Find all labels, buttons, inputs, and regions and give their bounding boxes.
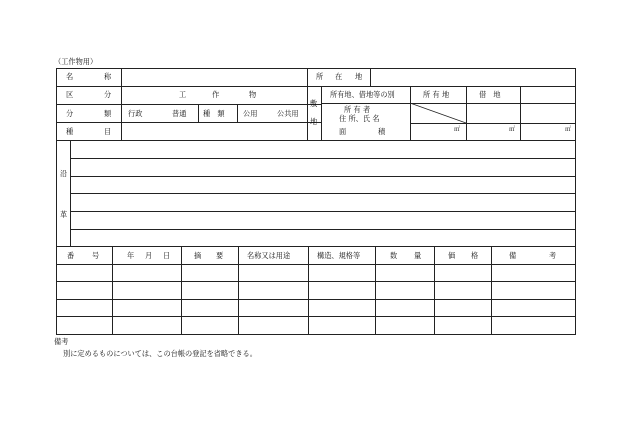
th-quantity-2: 量 xyxy=(414,251,422,260)
label-kousakubutsu-3: 物 xyxy=(249,90,257,99)
label-meishou-1: 名 xyxy=(66,72,74,81)
label-meishou-2: 称 xyxy=(104,72,112,81)
label-enkaku-1: 沿 xyxy=(60,169,68,178)
label-menseki-1: 面 xyxy=(339,127,347,136)
label-shozaichi-2: 在 xyxy=(335,72,343,81)
th-bangou-2: 号 xyxy=(92,251,100,260)
label-leased-land: 借 地 xyxy=(479,90,501,99)
label-gyousei: 行政 xyxy=(128,109,143,118)
label-futsuu: 普通 xyxy=(172,109,187,118)
label-kousakubutsu-2: 作 xyxy=(212,90,220,99)
note-title: 備考 xyxy=(54,337,69,346)
label-kouyou: 公用 xyxy=(243,109,258,118)
label-bunrui-2: 類 xyxy=(104,109,112,118)
label-koukyouyou: 公共用 xyxy=(277,109,299,118)
label-kubun-2: 分 xyxy=(104,90,112,99)
unit-m2-owned: ㎡ xyxy=(454,126,461,133)
unit-m2-leased: ㎡ xyxy=(509,126,516,133)
th-date-3: 日 xyxy=(163,251,171,260)
label-shozaichi-1: 所 xyxy=(316,72,324,81)
label-bunrui-1: 分 xyxy=(66,109,74,118)
label-menseki-2: 積 xyxy=(378,127,386,136)
label-shikichi-2: 地 xyxy=(310,117,318,126)
form-type-label: （工作物用） xyxy=(54,57,98,66)
label-enkaku-2: 革 xyxy=(60,210,68,219)
label-shozaichi-3: 地 xyxy=(355,72,363,81)
label-kubun-1: 区 xyxy=(66,90,74,99)
label-owner-address-name: 住 所、氏 名 xyxy=(339,114,380,123)
th-tekiyou-1: 摘 xyxy=(194,251,202,260)
th-remarks-2: 考 xyxy=(549,251,557,260)
label-shurui: 種 類 xyxy=(203,109,225,118)
label-owner: 所 有 者 xyxy=(344,105,371,114)
th-price-2: 格 xyxy=(471,251,479,260)
th-remarks-1: 備 xyxy=(509,251,517,260)
label-owned-land: 所 有 地 xyxy=(423,90,450,99)
th-date-1: 年 xyxy=(127,251,135,260)
label-shikichi-1: 敷 xyxy=(310,99,318,108)
th-quantity-1: 数 xyxy=(390,251,398,260)
label-ownership-type: 所有地、借地等の別 xyxy=(330,90,395,99)
th-name-or-use: 名称又は用途 xyxy=(247,251,291,260)
th-price-1: 価 xyxy=(448,251,456,260)
th-structure: 構造、規格等 xyxy=(317,251,361,260)
unit-m2-total: ㎡ xyxy=(565,126,572,133)
label-shumoku-2: 目 xyxy=(104,127,112,136)
note-text: 別に定めるものについては、この台帳の登記を省略できる。 xyxy=(63,349,257,358)
th-tekiyou-2: 要 xyxy=(216,251,224,260)
th-bangou-1: 番 xyxy=(67,251,75,260)
label-shumoku-1: 種 xyxy=(66,127,74,136)
th-date-2: 月 xyxy=(145,251,153,260)
label-kousakubutsu-1: 工 xyxy=(179,90,187,99)
